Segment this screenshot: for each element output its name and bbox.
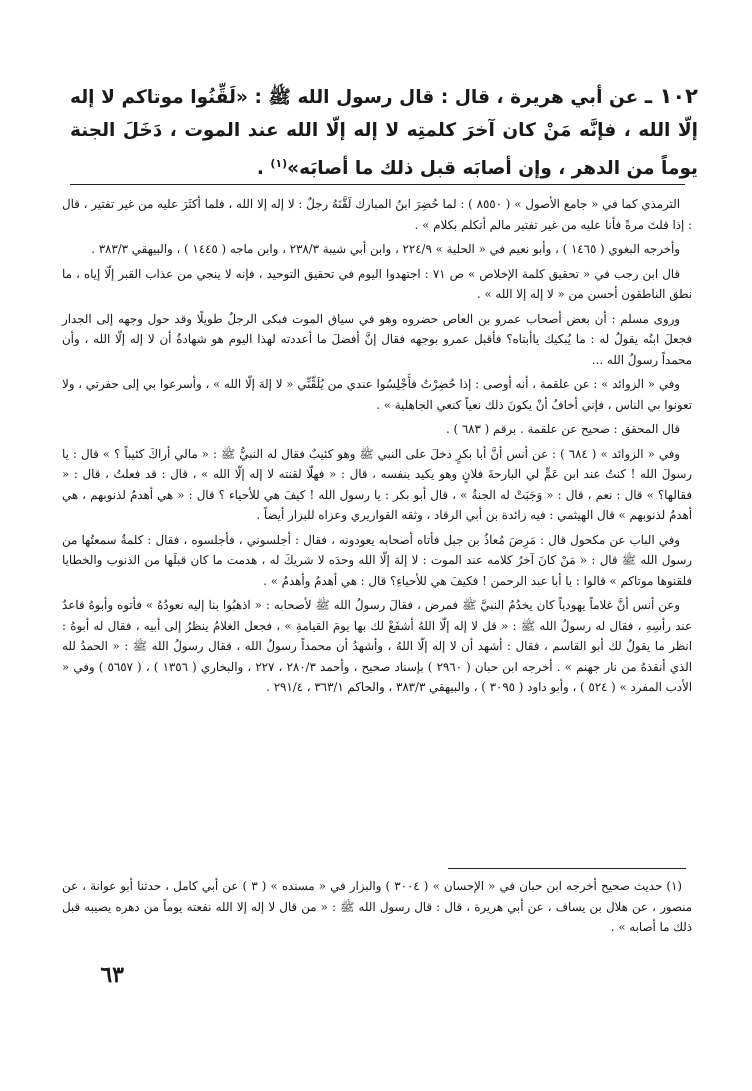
commentary [62,194,692,702]
note-paragraph: قال المحقق : صحيح عن علقمة . برقم ( ٦٨٣ ) . [445,422,680,436]
hadith-end: . [256,158,271,180]
footnote-text: (١) حديث صحيح أخرجه ابن حبان في « الإحسان » ( ٣٠٠٤ ) والبزار في « مسنده » ( ٣ ) عن أبي كامل ، حدثنا أبو عوانة ، عن منصور ، عن هلال بن يساف ، عن أبي هريرة ، قال : قال رسول الله ﷺ : « من قال لا إله إلا الله نفعته يوماً من دهره يصيبه قبل ذلك ما أصابه » . [62,879,692,934]
note-paragraph: وفي « الزوائد » ( ٦٨٤ ) : عن أنس أنَّ أبا بكرٍ دخلَ على النبي ﷺ وهو كئيبٌ فقال له النبيُّ ﷺ : « مالي أراكَ كئيباً ؟ » قال : يا رسولَ الله ! كنتُ عند ابن عَمٍّ لي البارحةَ فلانٍ وهو يكيد بنفسه ، قال : « فهلّا لقنته لا إله إلّا الله » ، قال : قد فعلتُ ، قال : « فقالها؟ » قال : نعم ، قال : « وَجَبَتْ له الجنةُ » ، قال أبو بكر : يا رسول الله ! كيفَ هي للأحياء ؟ قال : « هي أهدمُ لذنوبهم ، هي أهدمُ لذنوبهم » قال الهيثمي : فيه زائدة بن أبي الرقاد ، وثقه القواريري وعزاه للبزار أيضاً . [62,446,692,522]
footnote [62,876,692,938]
note-paragraph: وفي الباب عن مكحول قال : مَرِضَ مُعاذُ بن جبل فأتاه أصحابه يعودونه ، فقال : أجلسوني ، فأجلسوه ، فقال : كلمةٌ سمعتُها من رسول الله ﷺ قال : « مَنْ كانَ آخرُ كلامه عند الموت : لا إلهَ إلّا الله وحدَه لا شريكَ له ، هدمت ما كان قبلَها من الذنوب والخطايا فلقنوها موتاكم » قالوا : يا أبا عبد الرحمن ! فكيفَ هي للأحياءِ؟ قال : هي أهدمُ وأهدمُ » . [62,532,692,588]
page-number: ٦٣ [100,962,124,988]
hadith-body: عن أبي هريرة ، قال : قال رسول الله ﷺ : «لَقِّنُوا موتاكم لا إله إلّا الله ، فإنَّه مَنْ كان آخرَ كلمتِه لا إله إلّا الله عند الموت ، دَخَلَ الجنة يوماً من الدهر ، وإن أصابَه قبل ذلك ما أصابَه» [70,87,698,180]
note-paragraph: الترمذي كما في « جامع الأصول » ( ٨٥٥٠ ) : لما حُضِرَ ابنُ المبارك لَقَّنَهُ رجلٌ : لا إله إلا الله ، فلما أكثَرَ عليه من غير تفتير ، قال : إذا قلتَ مرةً فأنا عليه من غير تفتير مالم أتكلم بكلام » . [62,197,692,232]
hadith-number: ١٠٢ ـ [644,84,698,108]
note-paragraph: وروى مسلم : أن بعض أصحاب عمرو بن العاص حضروه وهو في سياق الموت فبكى الرجلُ طويلًا وقد حول وجهه إلى الجدار فجعلَ ابنُه يقولُ له : ما يُبكيك ياأبتاه؟ فأقبل عمرو بوجهه فقال إنَّ أفضلَ ما أعددته لهذا اليوم هو شهادةُ أن لا إله إلّا الله ، وأن محمداً رسولُ الله ... [62,311,692,367]
note-paragraph: وعن أنس أنَّ غلاماً يهودياً كان يخدُمُ النبيَّ ﷺ فمرض ، فقالَ رسولُ الله ﷺ لأصحابه : « اذهبُوا بنا إليه نعودُهُ » فأتوه وأبوهُ قاعدٌ عند رأسِهِ ، فقال له رسولُ الله ﷺ : « قل لا إله إلّا اللهُ أشفَعْ لك بها يومَ القيامةِ » ، فجعل الغلامُ ينظرُ إلى أبيه ، فقال له أبوهُ : انظر ما يقولُ لك أبو القاسم ، فقال : أشهد أن لا إله إلّا اللهُ ، وأشهدُ أن محمداً رسولُ الله ، فقال رسولُ الله ﷺ : « الحمدُ لله الذي أنقذهُ من نار جهنم » . أخرجه ابن حبان ( ٢٩٦٠ ) بإسناد صحيح ، وأحمد ٢٨٠/٣ ، ٢٢٧ ، والبخاري ( ١٣٥٦ ) ، ( ٥٦٥٧ ) وفي « الأدب المفرد » ( ٥٢٤ ) ، وأبو داود ( ٣٠٩٥ ) ، والبيهقي ٣٨٣/٣ ، والحاكم ٣٦٣/١ ، ٢٩١/٤ . [62,598,692,694]
note-paragraph: قال ابن رجب في « تحقيق كلمة الإخلاص » ص ٧١ : اجتهدوا اليوم في تحقيق التوحيد ، فإنه لا ينجي من عذاب القبر إلّا إياه ، ما نطق الناطقون أحسن من « لا إله إلا الله » . [62,266,692,301]
note-paragraph: وأخرجه البغوي ( ١٤٦٥ ) ، وأبو نعيم في « الحلية » ٢٢٤/٩ ، وابن أبي شيبة ٢٣٨/٣ ، وابن ماجه ( ١٤٤٥ ) ، والبيهقي ٣٨٣/٣ . [91,242,680,256]
hadith-text [70,80,698,185]
footnote-marker: (١) [270,157,288,170]
note-paragraph: وفي « الزوائد » : عن علقمة ، أنه أوصى : إذا حُضِرْتُ فأَجْلِسُوا عندي من يُلَقِّنِّي « لا إلهَ إلّا الله » ، وأسرعوا بي إلى حفرتي ، ولا تعونوا بي الناس ، فإني أخافُ أنْ يكونَ ذلك نعياً كنعي الجاهلية » . [62,377,692,412]
footnote-rule [448,868,686,869]
main-rule [70,184,685,185]
